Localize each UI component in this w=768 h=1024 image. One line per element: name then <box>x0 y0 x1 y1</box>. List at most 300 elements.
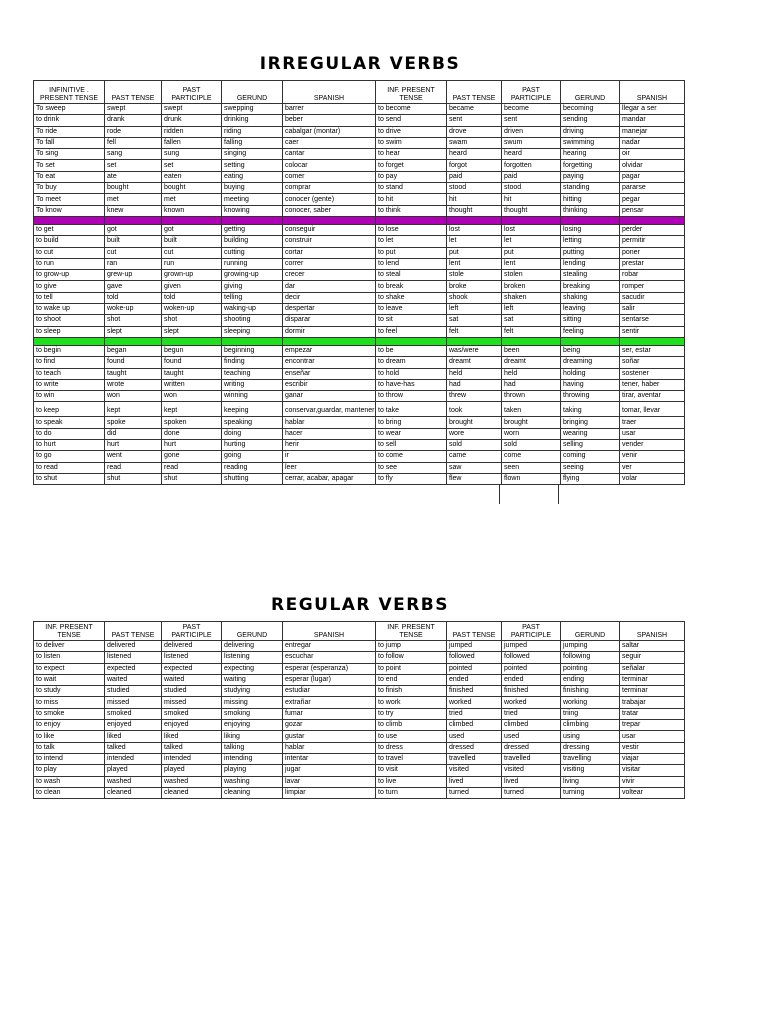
table-cell: kept <box>105 402 162 417</box>
table-cell: delivered <box>105 641 162 652</box>
table-cell: talking <box>222 742 283 753</box>
separator-cell <box>162 216 222 224</box>
table-cell: setting <box>222 160 283 171</box>
table-cell: ridden <box>162 126 222 137</box>
table-cell: estudiar <box>283 686 376 697</box>
table-cell: writing <box>222 379 283 390</box>
table-cell: got <box>162 224 222 235</box>
table-cell: sentarse <box>620 315 685 326</box>
table-cell: left <box>502 304 561 315</box>
column-header: SPANISH <box>283 81 376 104</box>
table-cell: shook <box>447 292 502 303</box>
table-cell: grew-up <box>105 270 162 281</box>
table-cell: tirar, aventar <box>620 391 685 402</box>
table-cell: finding <box>222 357 283 368</box>
table-cell: to break <box>376 281 447 292</box>
table-cell: to point <box>376 663 447 674</box>
table-row <box>34 368 685 379</box>
table-row <box>34 126 685 137</box>
table-cell: to dream <box>376 357 447 368</box>
table-cell: taught <box>105 368 162 379</box>
table-cell: running <box>222 258 283 269</box>
table-cell: enjoying <box>222 720 283 731</box>
table-cell: doing <box>222 428 283 439</box>
table-cell: shut <box>162 473 222 484</box>
column-header: PAST TENSE <box>105 622 162 641</box>
table-cell: ended <box>447 674 502 685</box>
table-cell: to hold <box>376 368 447 379</box>
table-row <box>34 697 685 708</box>
table-cell: to like <box>34 731 105 742</box>
table-cell: esperar (esperanza) <box>283 663 376 674</box>
table-cell: to speak <box>34 417 105 428</box>
table-cell: followed <box>447 652 502 663</box>
table-cell: shutting <box>222 473 283 484</box>
table-cell: putting <box>561 247 620 258</box>
table-cell: keeping <box>222 402 283 417</box>
table-cell: beber <box>283 115 376 126</box>
table-cell: hurting <box>222 440 283 451</box>
table-cell: to wear <box>376 428 447 439</box>
table-cell: lending <box>561 258 620 269</box>
table-cell: swepping <box>222 104 283 115</box>
table-cell: shaken <box>502 292 561 303</box>
table-cell: eating <box>222 171 283 182</box>
table-cell: seguir <box>620 652 685 663</box>
table-cell: waited <box>162 674 222 685</box>
table-cell: to teach <box>34 368 105 379</box>
table-cell: sentir <box>620 326 685 337</box>
irregular-verbs-title: IRREGULAR VERBS <box>259 54 461 74</box>
table-cell: cleaned <box>105 787 162 798</box>
table-cell: climbed <box>447 720 502 731</box>
separator-cell <box>162 337 222 345</box>
table-cell: comer <box>283 171 376 182</box>
table-cell: to wash <box>34 776 105 787</box>
table-cell: pagar <box>620 171 685 182</box>
table-cell: threw <box>447 391 502 402</box>
table-cell: washed <box>162 776 222 787</box>
table-divider <box>558 485 559 504</box>
table-cell: drove <box>447 126 502 137</box>
table-cell: to run <box>34 258 105 269</box>
table-cell: given <box>162 281 222 292</box>
table-cell: intended <box>105 753 162 764</box>
table-cell: got <box>105 224 162 235</box>
table-cell: played <box>162 765 222 776</box>
table-cell: put <box>447 247 502 258</box>
table-cell: cortar <box>283 247 376 258</box>
table-cell: to play <box>34 765 105 776</box>
table-cell: stolen <box>502 270 561 281</box>
table-cell: woken-up <box>162 304 222 315</box>
table-cell: teaching <box>222 368 283 379</box>
table-cell: playing <box>222 765 283 776</box>
table-cell: traer <box>620 417 685 428</box>
table-cell: feeling <box>561 326 620 337</box>
table-cell: gave <box>105 281 162 292</box>
table-cell: slept <box>105 326 162 337</box>
table-cell: sent <box>502 115 561 126</box>
table-cell: come <box>502 451 561 462</box>
table-cell: cleaned <box>162 787 222 798</box>
separator-cell <box>376 216 447 224</box>
table-cell: climbed <box>502 720 561 731</box>
table-row <box>34 183 685 194</box>
separator-cell <box>222 216 283 224</box>
table-cell: To ride <box>34 126 105 137</box>
table-cell: usar <box>620 428 685 439</box>
column-header: INF. PRESENT TENSE <box>376 81 447 104</box>
column-header: PAST TENSE <box>447 81 502 104</box>
table-cell: worn <box>502 428 561 439</box>
table-cell: taught <box>162 368 222 379</box>
table-cell: to study <box>34 686 105 697</box>
table-cell: turned <box>502 787 561 798</box>
table-row <box>34 731 685 742</box>
table-cell: eaten <box>162 171 222 182</box>
table-cell: to talk <box>34 742 105 753</box>
table-cell: cerrar, acabar, apagar <box>283 473 376 484</box>
table-cell: conocer (gente) <box>283 194 376 205</box>
table-cell: intending <box>222 753 283 764</box>
table-cell: used <box>502 731 561 742</box>
table-cell: to go <box>34 451 105 462</box>
table-cell: lived <box>502 776 561 787</box>
table-cell: waited <box>105 674 162 685</box>
table-cell: to follow <box>376 652 447 663</box>
table-cell: jugar <box>283 765 376 776</box>
table-cell: cut <box>105 247 162 258</box>
table-cell: selling <box>561 440 620 451</box>
table-cell: listened <box>162 652 222 663</box>
table-cell: soñar <box>620 357 685 368</box>
column-header: SPANISH <box>620 81 685 104</box>
table-cell: liking <box>222 731 283 742</box>
table-cell: encontrar <box>283 357 376 368</box>
table-cell: held <box>447 368 502 379</box>
table-row <box>34 417 685 428</box>
table-row <box>34 402 685 417</box>
table-cell: pegar <box>620 194 685 205</box>
irregular-verbs-table <box>33 80 685 485</box>
table-cell: having <box>561 379 620 390</box>
table-cell: worked <box>502 697 561 708</box>
table-cell: to live <box>376 776 447 787</box>
table-cell: set <box>105 160 162 171</box>
table-cell: ver <box>620 462 685 473</box>
table-cell: vender <box>620 440 685 451</box>
table-cell: broken <box>502 281 561 292</box>
table-row <box>34 149 685 160</box>
table-cell: giving <box>222 281 283 292</box>
table-row <box>34 753 685 764</box>
table-cell: swept <box>162 104 222 115</box>
table-cell: sold <box>502 440 561 451</box>
table-header-row <box>34 622 685 641</box>
table-cell: studied <box>162 686 222 697</box>
table-cell: begun <box>162 345 222 356</box>
table-cell: broke <box>447 281 502 292</box>
table-cell: To meet <box>34 194 105 205</box>
table-cell: sung <box>162 149 222 160</box>
table-row <box>34 720 685 731</box>
table-row <box>34 787 685 798</box>
table-cell: shot <box>105 315 162 326</box>
separator-cell <box>620 216 685 224</box>
table-cell: visitar <box>620 765 685 776</box>
table-cell: esperar (lugar) <box>283 674 376 685</box>
table-cell: forgot <box>447 160 502 171</box>
table-cell: heard <box>447 149 502 160</box>
table-cell: cabalgar (montar) <box>283 126 376 137</box>
table-cell: To eat <box>34 171 105 182</box>
table-cell: To sweep <box>34 104 105 115</box>
table-cell: trabajar <box>620 697 685 708</box>
table-cell: dar <box>283 281 376 292</box>
table-cell: cleaning <box>222 787 283 798</box>
table-cell: wearing <box>561 428 620 439</box>
table-cell: to forget <box>376 160 447 171</box>
table-cell: tried <box>447 708 502 719</box>
table-cell: kept <box>162 402 222 417</box>
table-cell: felt <box>502 326 561 337</box>
table-cell: to steal <box>376 270 447 281</box>
column-header: PAST TENSE <box>447 622 502 641</box>
table-cell: entregar <box>283 641 376 652</box>
table-cell: ir <box>283 451 376 462</box>
table-row <box>34 236 685 247</box>
table-cell: to bring <box>376 417 447 428</box>
table-cell: to turn <box>376 787 447 798</box>
table-cell: to write <box>34 379 105 390</box>
table-cell: to keep <box>34 402 105 417</box>
table-cell: tener, haber <box>620 379 685 390</box>
separator-cell <box>620 337 685 345</box>
table-cell: swum <box>502 137 561 148</box>
separator-cell <box>283 337 376 345</box>
table-cell: tried <box>502 708 561 719</box>
table-cell: swimming <box>561 137 620 148</box>
table-cell: seen <box>502 462 561 473</box>
column-header: GERUND <box>561 81 620 104</box>
table-row <box>34 194 685 205</box>
table-cell: saltar <box>620 641 685 652</box>
separator-row <box>34 216 685 224</box>
table-cell: put <box>502 247 561 258</box>
table-cell: saw <box>447 462 502 473</box>
table-cell: lavar <box>283 776 376 787</box>
table-cell: telling <box>222 292 283 303</box>
table-cell: read <box>162 462 222 473</box>
separator-cell <box>447 337 502 345</box>
table-cell: sacudir <box>620 292 685 303</box>
table-cell: to clean <box>34 787 105 798</box>
table-cell: manejar <box>620 126 685 137</box>
table-cell: told <box>105 292 162 303</box>
table-cell: to wake up <box>34 304 105 315</box>
table-cell: pointed <box>447 663 502 674</box>
table-cell: oir <box>620 149 685 160</box>
table-cell: trepar <box>620 720 685 731</box>
table-cell: bought <box>105 183 162 194</box>
table-cell: drinking <box>222 115 283 126</box>
column-header: GERUND <box>561 622 620 641</box>
table-cell: to win <box>34 391 105 402</box>
table-cell: to have-has <box>376 379 447 390</box>
table-cell: living <box>561 776 620 787</box>
table-cell: had <box>447 379 502 390</box>
table-cell: met <box>105 194 162 205</box>
table-cell: to throw <box>376 391 447 402</box>
table-cell: To know <box>34 205 105 216</box>
table-cell: worked <box>447 697 502 708</box>
table-cell: jumping <box>561 641 620 652</box>
table-cell: brought <box>502 417 561 428</box>
table-cell: working <box>561 697 620 708</box>
table-cell: beginning <box>222 345 283 356</box>
table-cell: enjoyed <box>105 720 162 731</box>
table-cell: woke-up <box>105 304 162 315</box>
table-cell: fallen <box>162 137 222 148</box>
table-cell: washing <box>222 776 283 787</box>
table-cell: perder <box>620 224 685 235</box>
table-cell: lived <box>447 776 502 787</box>
table-cell: smoking <box>222 708 283 719</box>
table-cell: falling <box>222 137 283 148</box>
table-cell: dreamt <box>502 357 561 368</box>
table-cell: buying <box>222 183 283 194</box>
table-cell: caer <box>283 137 376 148</box>
table-row <box>34 171 685 182</box>
table-cell: visiting <box>561 765 620 776</box>
separator-cell <box>283 216 376 224</box>
table-cell: read <box>105 462 162 473</box>
table-cell: travelled <box>502 753 561 764</box>
table-row <box>34 776 685 787</box>
table-cell: expected <box>105 663 162 674</box>
table-cell: thinking <box>561 205 620 216</box>
column-header: PAST PARTICIPLE <box>162 622 222 641</box>
table-cell: told <box>162 292 222 303</box>
table-cell: listening <box>222 652 283 663</box>
column-header: PAST TENSE <box>105 81 162 104</box>
table-cell: coming <box>561 451 620 462</box>
table-cell: to sit <box>376 315 447 326</box>
table-cell: correr <box>283 258 376 269</box>
table-cell: ran <box>105 258 162 269</box>
table-row <box>34 391 685 402</box>
table-cell: reading <box>222 462 283 473</box>
table-cell: let <box>447 236 502 247</box>
table-cell: To buy <box>34 183 105 194</box>
column-header: GERUND <box>222 81 283 104</box>
table-cell: poner <box>620 247 685 258</box>
table-cell: triing <box>561 708 620 719</box>
table-cell: to drink <box>34 115 105 126</box>
table-cell: stood <box>447 183 502 194</box>
table-row <box>34 451 685 462</box>
table-row <box>34 104 685 115</box>
table-cell: to feel <box>376 326 447 337</box>
table-cell: sending <box>561 115 620 126</box>
column-header: SPANISH <box>620 622 685 641</box>
regular-verbs-table <box>33 621 685 799</box>
table-cell: to use <box>376 731 447 742</box>
table-cell: to pay <box>376 171 447 182</box>
table-cell: tratar <box>620 708 685 719</box>
table-cell: turning <box>561 787 620 798</box>
table-cell: dreamt <box>447 357 502 368</box>
table-cell: terminar <box>620 686 685 697</box>
table-cell: extrañar <box>283 697 376 708</box>
table-cell: began <box>105 345 162 356</box>
table-cell: to shake <box>376 292 447 303</box>
table-cell: sostener <box>620 368 685 379</box>
table-cell: singing <box>222 149 283 160</box>
table-cell: robar <box>620 270 685 281</box>
table-cell: grown-up <box>162 270 222 281</box>
table-row <box>34 708 685 719</box>
table-cell: ganar <box>283 391 376 402</box>
table-cell: to enjoy <box>34 720 105 731</box>
table-row <box>34 462 685 473</box>
table-cell: hacer <box>283 428 376 439</box>
table-cell: letting <box>561 236 620 247</box>
table-cell: ser, estar <box>620 345 685 356</box>
table-row <box>34 205 685 216</box>
table-divider <box>499 485 500 504</box>
separator-cell <box>561 337 620 345</box>
table-cell: enjoyed <box>162 720 222 731</box>
table-cell: shot <box>162 315 222 326</box>
table-cell: to cut <box>34 247 105 258</box>
table-cell: travelling <box>561 753 620 764</box>
table-cell: dressed <box>447 742 502 753</box>
table-cell: crecer <box>283 270 376 281</box>
table-cell: paid <box>502 171 561 182</box>
table-cell: driving <box>561 126 620 137</box>
column-header: INFINITIVE . PRESENT TENSE <box>34 81 105 104</box>
table-cell: usar <box>620 731 685 742</box>
column-header: PAST PARTICIPLE <box>162 81 222 104</box>
table-cell: to intend <box>34 753 105 764</box>
table-cell: to expect <box>34 663 105 674</box>
table-cell: sold <box>447 440 502 451</box>
table-row <box>34 281 685 292</box>
table-cell: sleeping <box>222 326 283 337</box>
table-cell: herir <box>283 440 376 451</box>
table-cell: shut <box>105 473 162 484</box>
table-cell: lost <box>502 224 561 235</box>
table-cell: finished <box>502 686 561 697</box>
table-cell: been <box>502 345 561 356</box>
table-cell: sent <box>447 115 502 126</box>
table-cell: empezar <box>283 345 376 356</box>
table-cell: being <box>561 345 620 356</box>
table-row <box>34 663 685 674</box>
table-cell: bringing <box>561 417 620 428</box>
table-cell: colocar <box>283 160 376 171</box>
separator-cell <box>376 337 447 345</box>
table-cell: studied <box>105 686 162 697</box>
table-cell: construir <box>283 236 376 247</box>
table-cell: pointing <box>561 663 620 674</box>
table-cell: terminar <box>620 674 685 685</box>
table-cell: to leave <box>376 304 447 315</box>
table-cell: delivered <box>162 641 222 652</box>
table-cell: brought <box>447 417 502 428</box>
